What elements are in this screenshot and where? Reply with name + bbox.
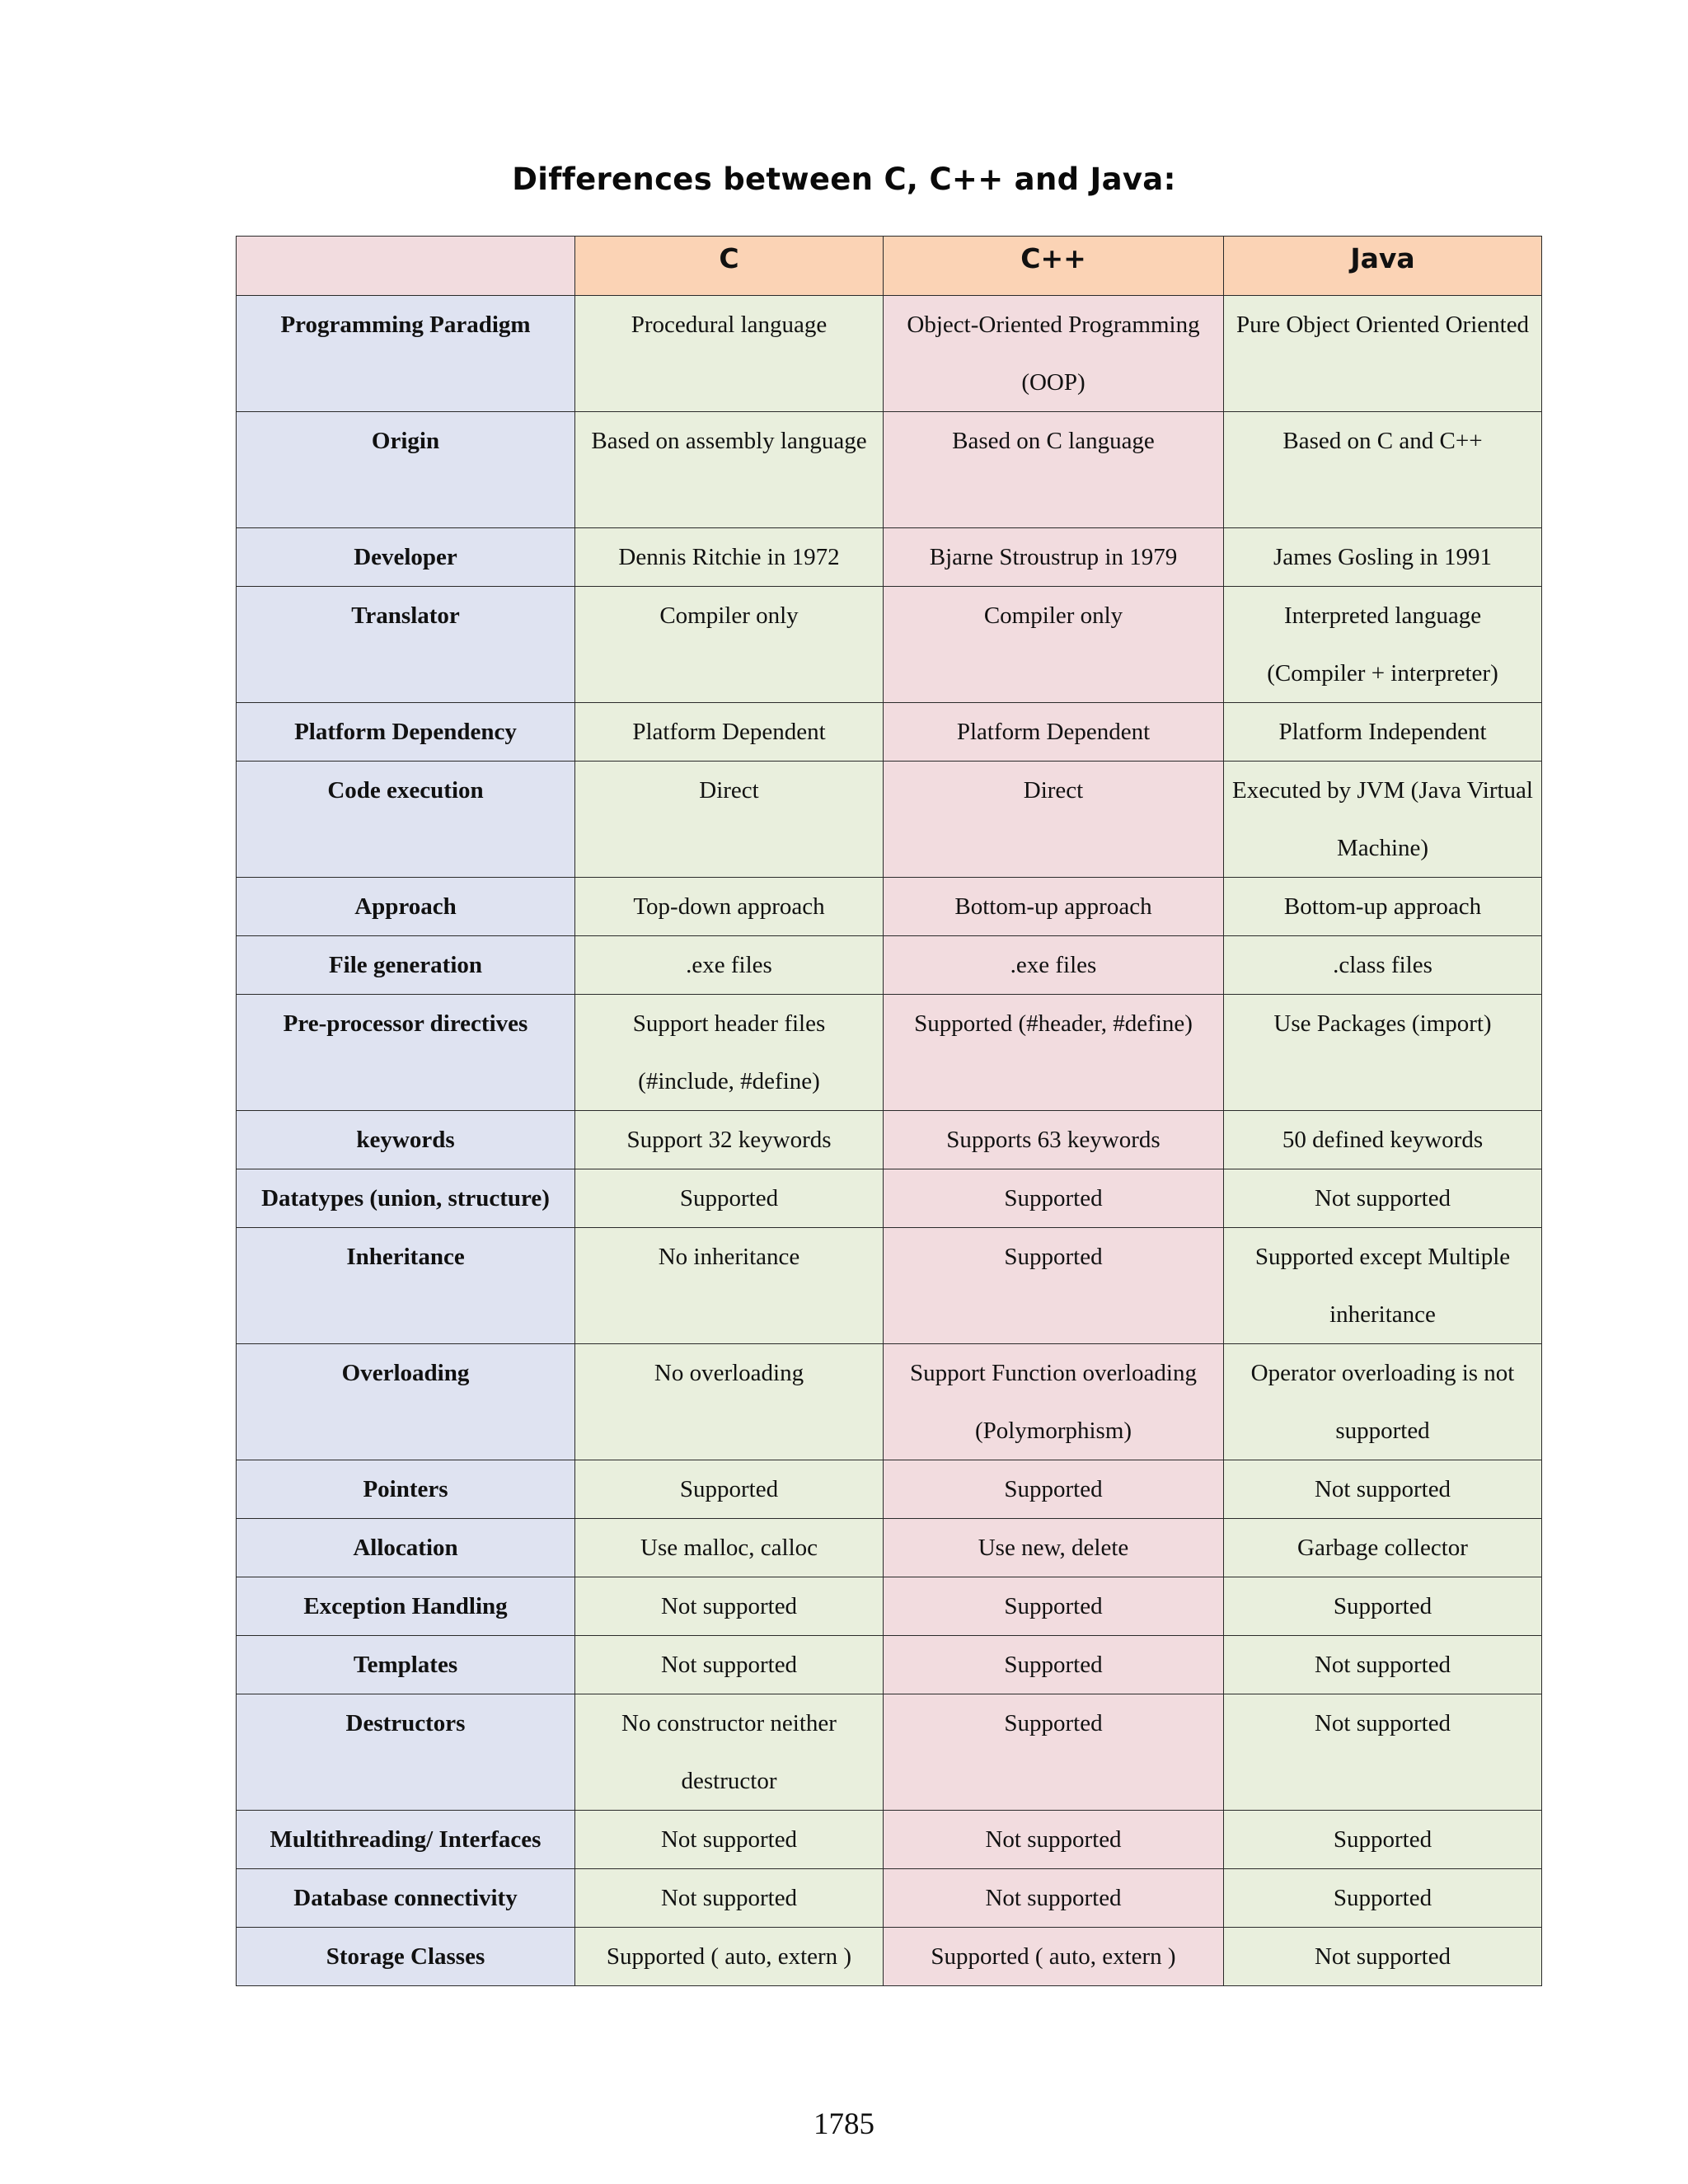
cpp-cell: Direct [884,762,1224,878]
java-cell: Not supported [1224,1928,1542,1986]
feature-cell: Templates [237,1636,575,1694]
java-cell: Use Packages (import) [1224,995,1542,1111]
cpp-cell: Supported [884,1694,1224,1811]
java-cell: Pure Object Oriented Oriented [1224,296,1542,412]
feature-cell: Exception Handling [237,1577,575,1636]
java-cell: Not supported [1224,1460,1542,1519]
feature-cell: Developer [237,528,575,587]
feature-cell: keywords [237,1111,575,1169]
c-cell: Supported ( auto, extern ) [575,1928,884,1986]
cpp-cell: Object-Oriented Programming (OOP) [884,296,1224,412]
feature-cell: File generation [237,936,575,995]
cpp-cell: Use new, delete [884,1519,1224,1577]
feature-cell: Platform Dependency [237,703,575,762]
java-cell: James Gosling in 1991 [1224,528,1542,587]
table-row [237,1228,1542,1344]
java-cell: Supported [1224,1869,1542,1928]
cpp-cell: Bjarne Stroustrup in 1979 [884,528,1224,587]
table-row [237,1169,1542,1228]
table-row [237,703,1542,762]
table-row [237,1460,1542,1519]
feature-cell: Translator [237,587,575,703]
comparison-table [236,236,1542,1986]
header-corner-cell [237,237,575,296]
table-row [237,528,1542,587]
cpp-cell: .exe files [884,936,1224,995]
column-header-cpp: C++ [884,237,1224,296]
java-cell: .class files [1224,936,1542,995]
java-cell: Not supported [1224,1694,1542,1811]
java-cell: Supported [1224,1811,1542,1869]
cpp-cell: Supported [884,1169,1224,1228]
c-cell: Not supported [575,1811,884,1869]
cpp-cell: Not supported [884,1869,1224,1928]
feature-cell: Storage Classes [237,1928,575,1986]
table-row [237,1636,1542,1694]
feature-cell: Destructors [237,1694,575,1811]
c-cell: Not supported [575,1636,884,1694]
c-cell: Top-down approach [575,878,884,936]
cpp-cell: Supported [884,1228,1224,1344]
cpp-cell: Supports 63 keywords [884,1111,1224,1169]
feature-cell: Code execution [237,762,575,878]
java-cell: Bottom-up approach [1224,878,1542,936]
java-cell: Operator overloading is not supported [1224,1344,1542,1460]
c-cell: Direct [575,762,884,878]
feature-cell: Database connectivity [237,1869,575,1928]
c-cell: No constructor neither destructor [575,1694,884,1811]
java-cell: Interpreted language (Compiler + interpreter) [1224,587,1542,703]
cpp-cell: Supported [884,1577,1224,1636]
table-row [237,296,1542,412]
c-cell: No inheritance [575,1228,884,1344]
cpp-cell: Based on C language [884,412,1224,528]
c-cell: Supported [575,1460,884,1519]
c-cell: .exe files [575,936,884,995]
java-cell: Based on C and C++ [1224,412,1542,528]
cpp-cell: Supported [884,1636,1224,1694]
feature-cell: Inheritance [237,1228,575,1344]
table-body [237,296,1542,1986]
c-cell: Procedural language [575,296,884,412]
page-number: 1785 [814,2107,874,2141]
table-header-row [237,237,1542,296]
c-cell: Compiler only [575,587,884,703]
column-header-c: C [575,237,884,296]
feature-cell: Origin [237,412,575,528]
table-row [237,762,1542,878]
table-row [237,1811,1542,1869]
table-row [237,1577,1542,1636]
cpp-cell: Not supported [884,1811,1224,1869]
java-cell: Supported [1224,1577,1542,1636]
table-row [237,878,1542,936]
feature-cell: Multithreading/ Interfaces [237,1811,575,1869]
cpp-cell: Supported [884,1460,1224,1519]
table-row [237,936,1542,995]
table-row [237,995,1542,1111]
java-cell: Platform Independent [1224,703,1542,762]
cpp-cell: Supported (#header, #define) [884,995,1224,1111]
column-header-java: Java [1224,237,1542,296]
cpp-cell: Bottom-up approach [884,878,1224,936]
feature-cell: Pre-processor directives [237,995,575,1111]
cpp-cell: Platform Dependent [884,703,1224,762]
feature-cell: Programming Paradigm [237,296,575,412]
cpp-cell: Support Function overloading (Polymorphism) [884,1344,1224,1460]
c-cell: Support header files (#include, #define) [575,995,884,1111]
c-cell: Not supported [575,1869,884,1928]
java-cell: 50 defined keywords [1224,1111,1542,1169]
table-row [237,412,1542,528]
cpp-cell: Compiler only [884,587,1224,703]
table-row [237,1869,1542,1928]
table-row [237,1928,1542,1986]
java-cell: Garbage collector [1224,1519,1542,1577]
feature-cell: Pointers [237,1460,575,1519]
java-cell: Not supported [1224,1169,1542,1228]
c-cell: Supported [575,1169,884,1228]
cpp-cell: Supported ( auto, extern ) [884,1928,1224,1986]
page-title: Differences between C, C++ and Java: [512,162,1176,197]
feature-cell: Datatypes (union, structure) [237,1169,575,1228]
java-cell: Not supported [1224,1636,1542,1694]
feature-cell: Approach [237,878,575,936]
table-row [237,587,1542,703]
c-cell: Dennis Ritchie in 1972 [575,528,884,587]
table-row [237,1111,1542,1169]
java-cell: Supported except Multiple inheritance [1224,1228,1542,1344]
c-cell: Platform Dependent [575,703,884,762]
c-cell: No overloading [575,1344,884,1460]
table-row [237,1344,1542,1460]
java-cell: Executed by JVM (Java Virtual Machine) [1224,762,1542,878]
c-cell: Not supported [575,1577,884,1636]
table-row [237,1694,1542,1811]
c-cell: Support 32 keywords [575,1111,884,1169]
feature-cell: Allocation [237,1519,575,1577]
table-row [237,1519,1542,1577]
c-cell: Based on assembly language [575,412,884,528]
c-cell: Use malloc, calloc [575,1519,884,1577]
feature-cell: Overloading [237,1344,575,1460]
